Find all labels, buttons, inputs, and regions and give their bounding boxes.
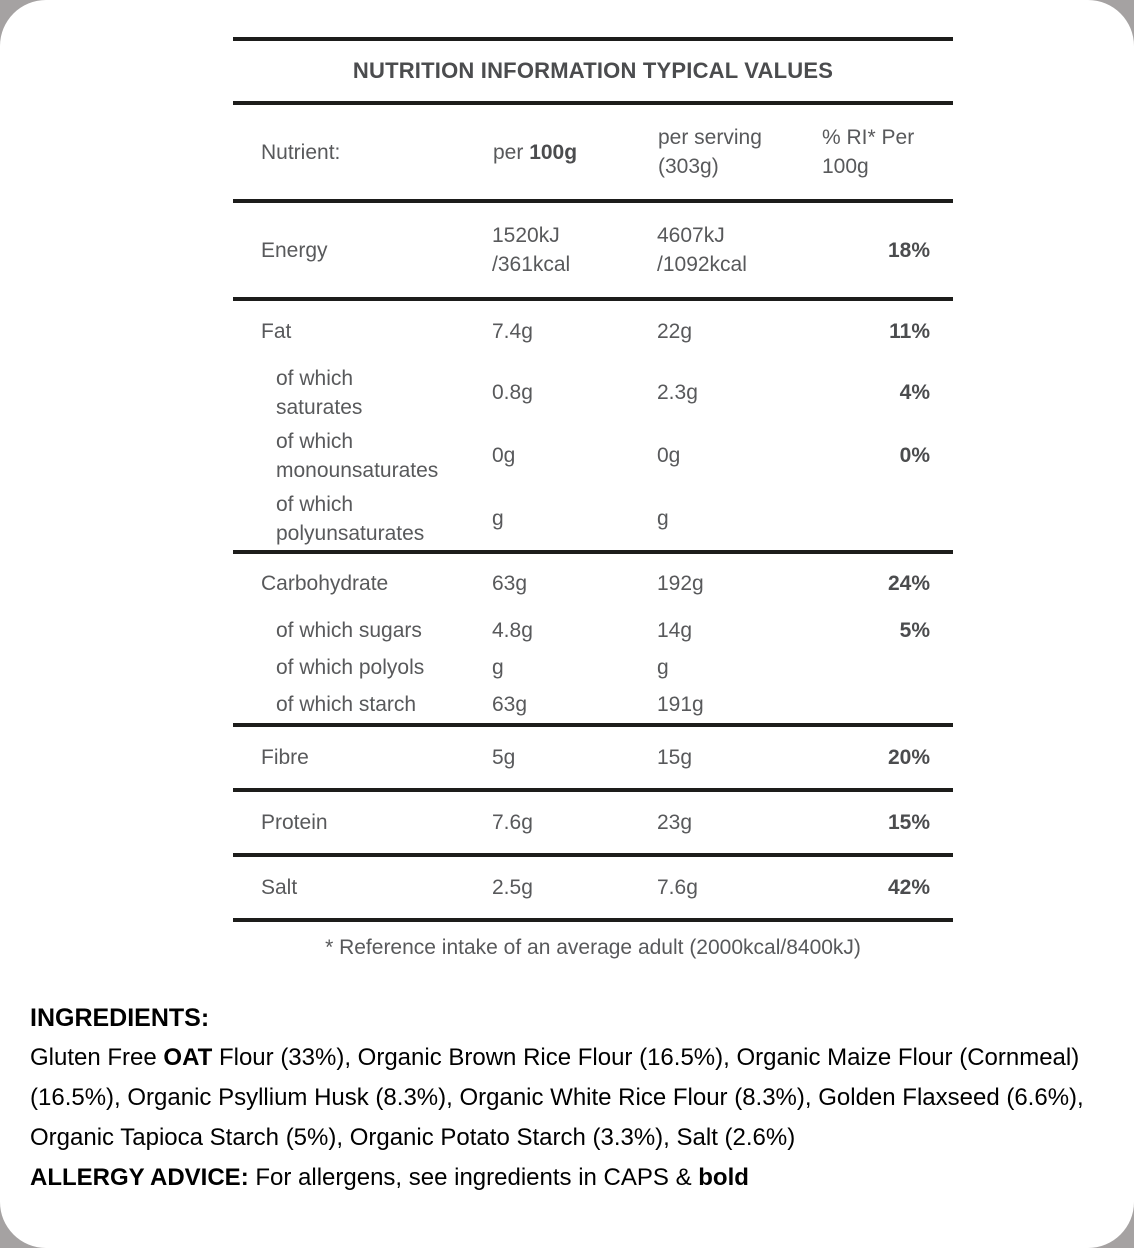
- allergy-advice-heading: ALLERGY ADVICE:: [30, 1164, 249, 1191]
- row-label: of which polyunsaturates: [233, 487, 492, 552]
- row-ri-value: 11%: [889, 319, 931, 343]
- ingredients-text-rest: Flour (33%), Organic Brown Rice Flour (16.5%), Organic Maize Flour (Cornmeal) (16.5%), Organic Psyllium Husk (8.3%), Organic White Rice Flour (8.3%), Golden Flaxseed (6.6%), Organic Tapioca Starch (5%), Organic Potato Starch (3.3%), Salt (2.6%): [30, 1044, 1084, 1151]
- row-label: of which polyols: [276, 656, 425, 679]
- allergy-advice-bold-word: bold: [698, 1164, 749, 1191]
- col-header-per-100g: [492, 103, 657, 201]
- row-ri-value: 4%: [899, 381, 931, 404]
- reference-intake-footnote: * Reference intake of an average adult (2000kcal/8400kJ): [325, 936, 861, 959]
- row-per-100g-value: 2.5g: [492, 855, 657, 920]
- col-header-nutrient: Nutrient:: [233, 103, 492, 201]
- row-per-serving-value: g: [657, 487, 800, 552]
- row-label: of which saturates: [276, 366, 363, 419]
- row-ri-value: [800, 649, 953, 686]
- table-row-monounsaturates: [233, 424, 953, 487]
- ingredients-heading: INGREDIENTS:: [30, 1004, 210, 1032]
- row-label: Fibre: [233, 725, 492, 790]
- row-label: Carbohydrate: [261, 571, 389, 595]
- col-header-ri: [800, 103, 953, 201]
- row-per-100g-value: 0.8g: [492, 381, 533, 404]
- per-100g-prefix: per: [493, 140, 530, 164]
- table-row-protein: [233, 790, 953, 855]
- row-per-serving-value: 2.3g: [657, 381, 698, 404]
- row-per-serving-value: 0g: [657, 444, 681, 467]
- table-row-carbohydrate: [233, 552, 953, 612]
- row-ri-value: 24%: [887, 571, 931, 595]
- table-row-polyunsaturates: [233, 487, 953, 552]
- col-header-per-serving: [657, 103, 800, 201]
- row-per-100g-value: 7.4g: [492, 319, 533, 343]
- nutrition-table-section: [233, 37, 953, 960]
- row-ri-value: [800, 487, 953, 552]
- table-title: NUTRITION INFORMATION TYPICAL VALUES: [233, 39, 953, 103]
- row-per-serving-value: 15g: [657, 725, 800, 790]
- row-ri-value: 5%: [899, 619, 931, 642]
- row-per-serving-value: 192g: [657, 571, 704, 595]
- row-label: Energy: [233, 201, 492, 299]
- row-label: of which sugars: [276, 619, 422, 642]
- row-label: Salt: [233, 855, 492, 920]
- column-header-row: [233, 103, 953, 201]
- ingredients-list: [30, 1038, 1106, 1158]
- row-per-100g-value: 5g: [492, 725, 657, 790]
- per-serving-line1: per serving: [658, 126, 762, 149]
- table-row-salt: [233, 855, 953, 920]
- row-per-serving-value: 22g: [657, 319, 693, 343]
- row-per-100g-value: 7.6g: [492, 790, 657, 855]
- table-row-energy: [233, 201, 953, 299]
- row-per-100g-value: g: [492, 487, 657, 552]
- row-label: of which monounsaturates: [276, 429, 439, 482]
- row-ri-value: 0%: [899, 444, 931, 467]
- table-row-fat: [233, 299, 953, 361]
- allergy-advice-text: For allergens, see ingredients in CAPS &: [248, 1164, 699, 1191]
- ri-header-line1: % RI* Per: [822, 126, 915, 149]
- row-per-100g-value: 1520kJ /361kcal: [492, 201, 657, 299]
- row-ri-value: 42%: [800, 855, 953, 920]
- row-per-100g-value: 0g: [492, 444, 516, 467]
- row-per-100g-value: g: [492, 656, 504, 679]
- per-100g-bold: 100g: [529, 140, 578, 164]
- row-per-100g-value: 4.8g: [492, 619, 533, 642]
- table-row-sugars: [233, 612, 953, 649]
- table-row-saturates: [233, 361, 953, 424]
- row-ri-value: [800, 686, 953, 725]
- ri-header-line2: 100g: [822, 155, 869, 178]
- row-per-serving-value: 191g: [657, 686, 800, 725]
- row-per-serving-value: 7.6g: [657, 855, 800, 920]
- ingredients-section: [30, 998, 1106, 1198]
- allergy-advice: [30, 1158, 1106, 1198]
- row-ri-value: 20%: [800, 725, 953, 790]
- row-ri-value: 18%: [800, 201, 953, 299]
- row-per-serving-value: 23g: [657, 790, 800, 855]
- per-serving-line2: (303g): [658, 155, 719, 178]
- row-ri-value: 15%: [800, 790, 953, 855]
- table-title-row: [233, 39, 953, 103]
- row-per-serving-value: 14g: [657, 619, 693, 642]
- row-per-100g-value: 63g: [492, 571, 528, 595]
- ingredients-allergen-term: OAT: [163, 1044, 213, 1071]
- row-label: Protein: [233, 790, 492, 855]
- row-label: Fat: [261, 319, 292, 343]
- table-row-polyols: [233, 649, 953, 686]
- nutrition-table: [233, 37, 953, 922]
- table-row-starch: [233, 686, 953, 725]
- row-per-serving-value: 4607kJ /1092kcal: [657, 201, 800, 299]
- row-label: of which starch: [233, 686, 492, 725]
- ingredients-text-start: Gluten Free: [30, 1044, 164, 1071]
- table-row-fibre: [233, 725, 953, 790]
- row-per-100g-value: 63g: [492, 686, 657, 725]
- row-per-serving-value: g: [657, 656, 669, 679]
